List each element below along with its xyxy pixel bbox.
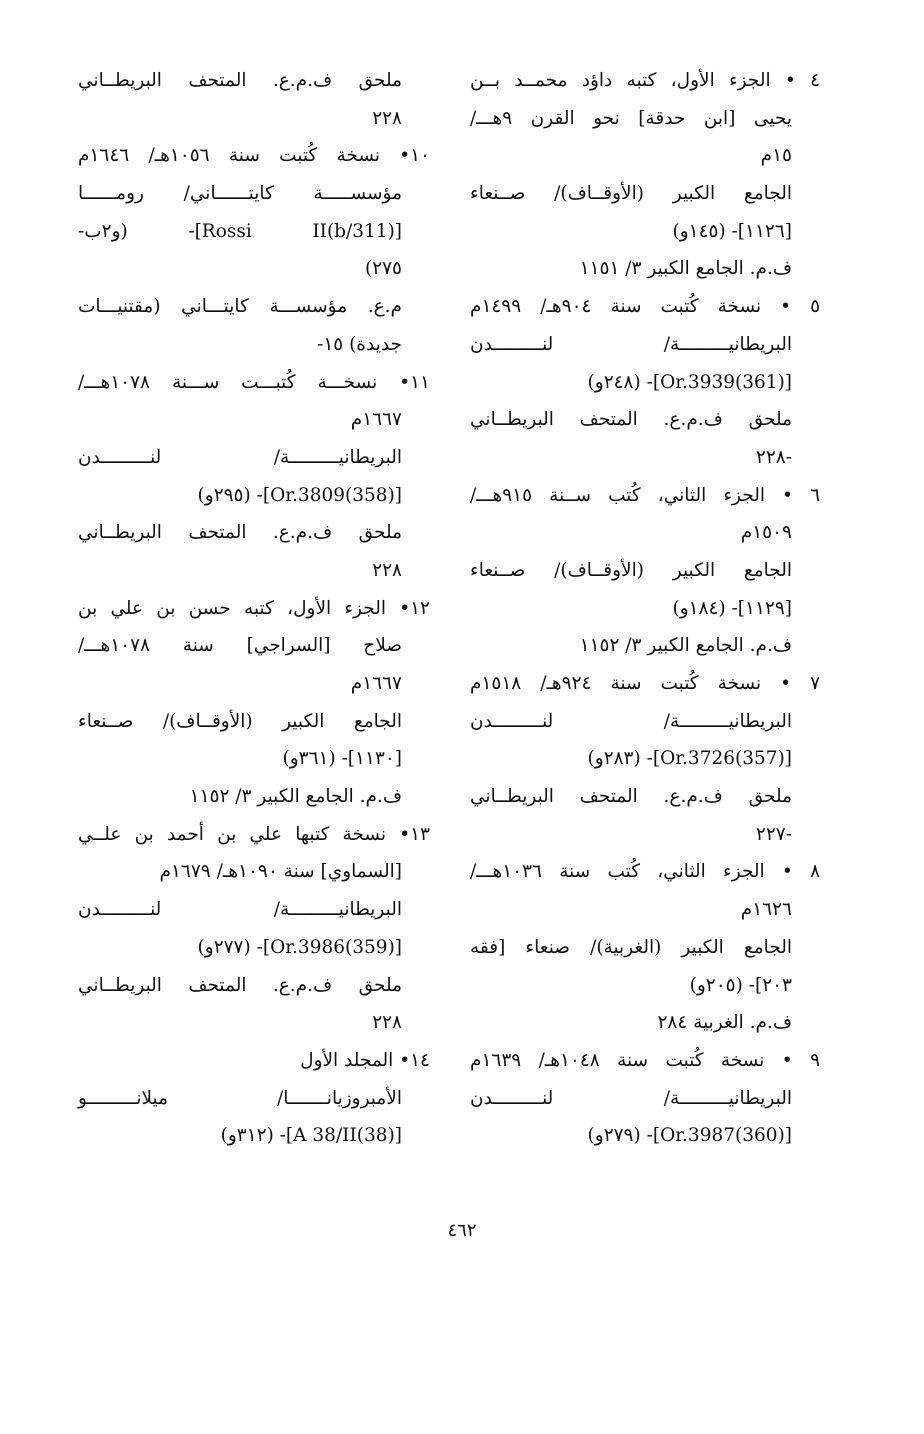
entry-6 [470,477,820,665]
entry-line: ١٥م [760,145,792,167]
entry-line: [(358)Or.3809]- (٢٩٥و) [197,484,402,506]
entry-line: البريطانيـــــــــة/ لنـــــــــدن [470,333,792,355]
entry-line: [(38)A 38/II]- (٣١٢و) [220,1125,402,1147]
entry-line: ف.م. الغربية ٢٨٤ [657,1012,792,1034]
entry-line: ٢٢٨ [372,107,402,129]
entry-heading: ١٣• نسخة كتبها علي بن أحمد بن علــي [78,823,430,845]
entry-line: مؤسســـــة كايتــــــاني/ رومــــــا [78,183,402,205]
entry-line: جديدة) ١٥- [317,333,402,355]
entry-line: [١١٢٩]- (١٨٤و) [672,597,792,619]
right-column [470,62,820,1155]
entry-line: البريطانيـــــــــة/ لنـــــــــدن [78,899,402,921]
entry-line: ملحق ف.م.ع. المتحف البريطــاني [78,522,402,544]
entry-line: الجامع الكبير (الأوقــاف)/ صــنعاء [470,183,792,205]
entry-line: ١٦٦٧م [350,409,402,431]
entry-line: ٢٢٨ [372,559,402,581]
entry-line: ملحق ف.م.ع. المتحف البريطــاني [470,409,792,431]
entry-heading: ١٢• الجزء الأول، كتبه حسن بن علي بن [78,597,430,619]
entry-heading: ١٤• المجلد الأول [300,1049,430,1071]
entry-5-continued [78,62,430,137]
entry-heading: ٩ • نسخة كُتبت سنة ١٠٤٨هـ/ ١٦٣٩م [470,1049,820,1071]
entry-5 [470,288,820,476]
entry-line: [السماوي] سنة ١٠٩٠هـ/ ١٦٧٩م [159,861,402,883]
entry-line: البريطانيـــــــــة/ لنـــــــــدن [470,1087,792,1109]
entry-line: [(311/b)Rossi II]- (و٢ب- [78,220,402,242]
entry-line: الأمبروزيانـــــــا/ ميلانـــــــــو [78,1087,402,1109]
entry-heading: ٦ • الجزء الثاني، كُتب ســنة ٩١٥هـــ/ [470,484,820,506]
entry-14 [78,1042,430,1155]
entry-line: -٢٢٧ [755,823,792,845]
entry-line: البريطانيـــــــــة/ لنـــــــــدن [470,710,792,732]
entry-10 [78,137,430,363]
entry-line: ١٦٢٦م [740,899,792,921]
entry-11 [78,364,430,590]
entry-line: الجامع الكبير (الأوقــاف)/ صــنعاء [78,710,402,732]
entry-line: ١٥٠٩م [740,522,792,544]
entry-line: ملحق ف.م.ع. المتحف البريطــاني [78,70,402,91]
entry-4 [470,62,820,288]
entry-line: -٢٢٨ [755,446,792,468]
entry-line: ملحق ف.م.ع. المتحف البريطــاني [470,786,792,808]
entry-line: صلاح [السراجي] سنة ١٠٧٨هـــ/ [78,635,402,657]
entry-heading: ٥ • نسخة كُتبت سنة ٩٠٤هـ/ ١٤٩٩م [470,296,820,318]
entry-line: يحيى [ابن حدقة] نحو القرن ٩هـــ/ [470,107,792,129]
entry-line: ١٦٦٧م [350,673,402,694]
entry-12 [78,590,430,816]
entry-line: م.ع. مؤسســـة كايتـــاني (مقتنيـــات [78,296,402,318]
entry-13 [78,816,430,1042]
entry-line: الجامع الكبير (الغربية)/ صنعاء [فقه [470,936,792,958]
entry-line: [١١٢٦]- (١٤٥و) [672,220,792,242]
entry-heading: ١٠• نسخة كُتبت سنة ١٠٥٦هـ/ ١٦٤٦م [78,145,431,167]
entry-line: [(357)Or.3726]- (٢٨٣و) [587,748,792,770]
entry-line: [(360)Or.3987]- (٢٧٩و) [587,1125,792,1147]
entry-heading: ٨ • الجزء الثاني، كُتب سنة ١٠٣٦هـــ/ [470,861,820,883]
entry-heading: ٧ • نسخة كُتبت سنة ٩٢٤هـ/ ١٥١٨م [470,673,820,694]
entry-line: [١١٣٠]- (٣٦١و) [282,748,402,770]
entry-line: ٢٢٨ [372,1012,402,1034]
entry-line: ٢٠٣]- (٢٠٥و) [689,974,792,996]
entry-line: ف.م. الجامع الكبير ٣/ ١١٥٢ [579,635,792,657]
entry-line: ٢٧٥) [364,258,402,280]
page-number: ٤٦٢ [447,1220,477,1241]
entry-line: ملحق ف.م.ع. المتحف البريطــاني [78,974,402,996]
entry-line: البريطانيـــــــــة/ لنـــــــــدن [78,446,402,468]
entry-line: [(361)Or.3939]- (٢٤٨و) [587,371,792,393]
entry-8 [470,853,820,1041]
entry-heading: ١١• نسخـــة كُتبـــت ســـنة ١٠٧٨هـــ/ [78,371,430,393]
left-column [78,62,430,1155]
entry-line: ف.م. الجامع الكبير ٣/ ١١٥١ [579,258,792,280]
entry-line: ف.م. الجامع الكبير ٣/ ١١٥٢ [189,786,402,808]
entry-line: الجامع الكبير (الأوقــاف)/ صــنعاء [470,559,792,581]
entry-7 [470,665,820,853]
entry-heading: ٤ • الجزء الأول، كتبه داؤد محمــد بــن [470,70,820,91]
entry-line: [(359)Or.3986]- (٢٧٧و) [197,936,402,958]
entry-9 [470,1042,820,1155]
